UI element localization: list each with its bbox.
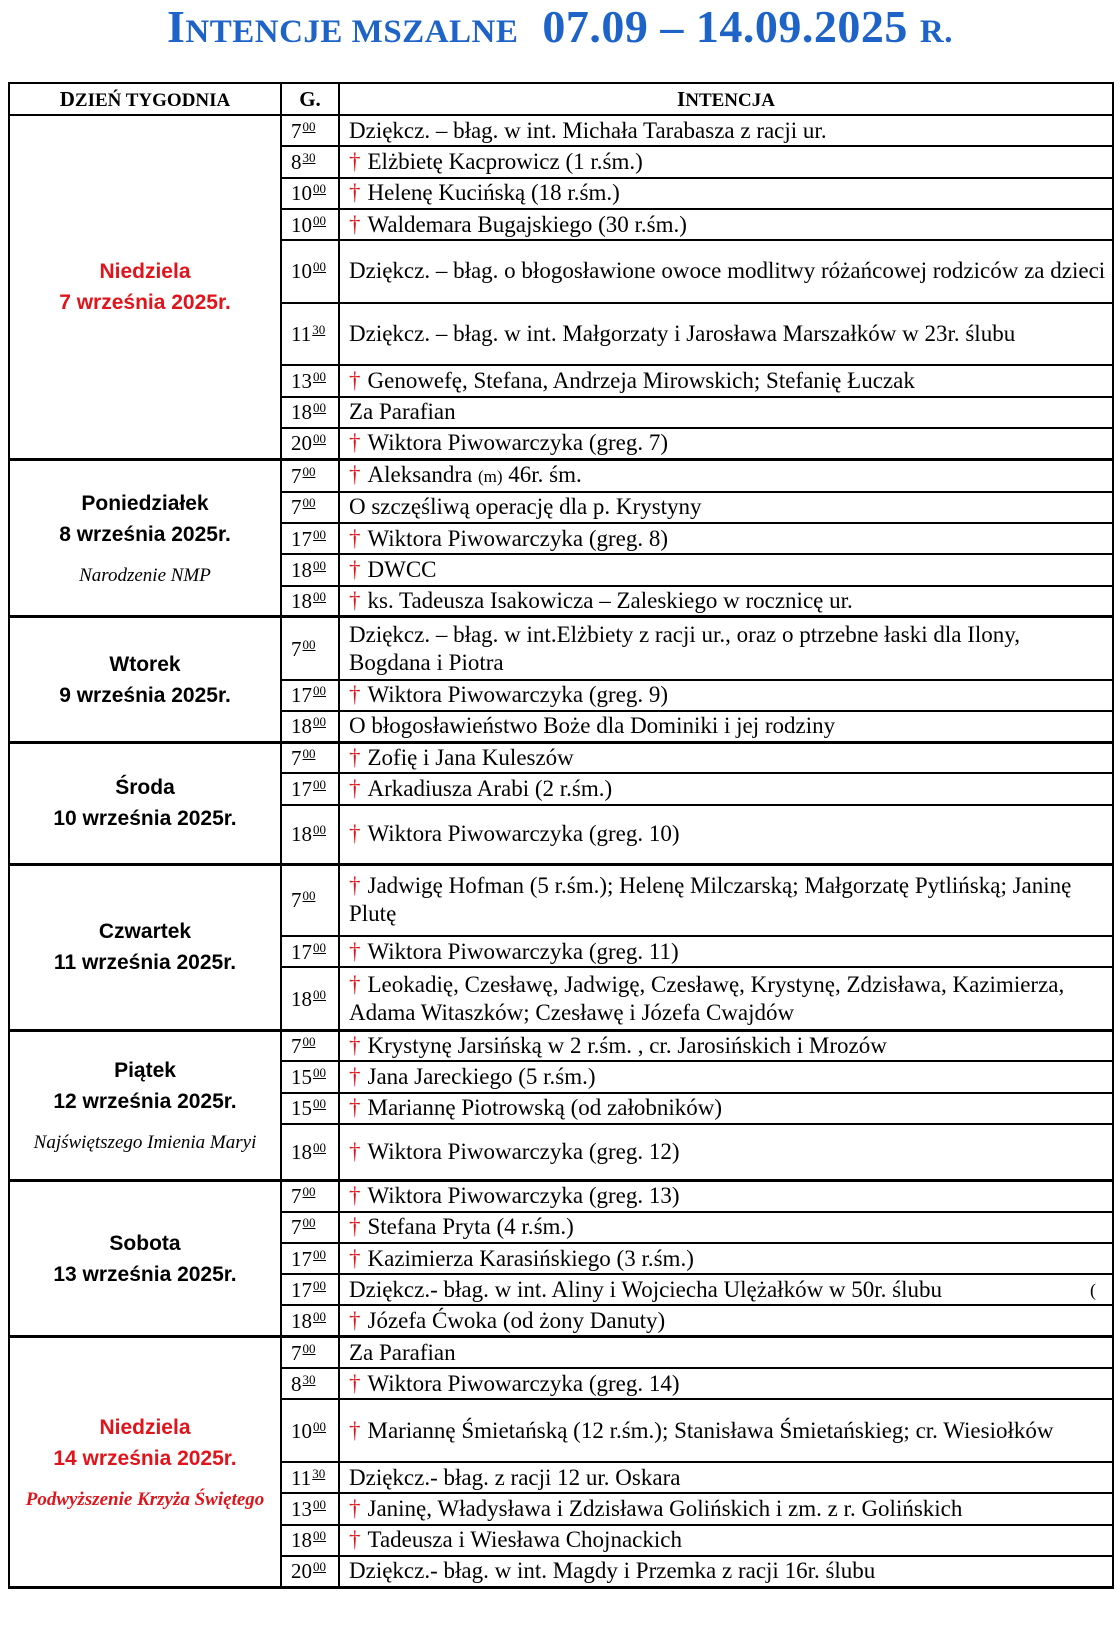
day-name: Poniedziałek [81,492,209,516]
mass-intention [339,1061,1113,1092]
mass-minutes: 00 [313,1065,326,1081]
mass-intention [339,742,1113,773]
mass-time [281,1061,339,1092]
mass-time [281,240,339,303]
mass-intention [339,365,1113,396]
mass-intention [339,459,1113,492]
day-date: 12 września 2025r. [53,1090,237,1114]
intention-text: Wiktora Piwowarczyka (greg. 9) [367,682,669,708]
day-date: 8 września 2025r. [59,523,231,547]
mass-intention [339,1525,1113,1556]
mass-intention [339,1462,1113,1493]
intention-text: Wiktora Piwowarczyka (greg. 11) [367,938,679,964]
mass-hour: 11 [291,322,312,347]
mass-time [281,1212,339,1243]
intention-text: Jadwigę Hofman (5 r.śm.); Helenę Milczarską; Małgorzatę Pytlińską; Janinę Plutę [349,873,1072,927]
intention-text: ks. Tadeusza Isakowicza – Zaleskiego w rocznicę ur. [367,588,853,614]
mass-intention [339,554,1113,585]
cross-icon: † [349,1417,361,1443]
cross-icon: † [349,180,361,206]
intention-text: Dziękcz.- błag. w int. Magdy i Przemka z racji 16r. ślubu [349,1558,876,1584]
mass-time [281,397,339,428]
day-name: Sobota [109,1231,181,1255]
mass-time [281,115,339,146]
table-row [9,1337,1113,1368]
mass-minutes: 00 [313,1559,326,1575]
intention-text: Za Parafian [349,399,456,425]
title-dates: 07.09 – 14.09.2025 [542,1,908,52]
cross-icon: † [349,1032,361,1058]
mass-hour: 18 [291,400,312,425]
intention-text: Dziękcz. – błag. o błogosławione owoce modlitwy różańcowej rodziców za dzieci [349,258,1106,284]
mass-minutes: 00 [313,986,326,1002]
day-cell [9,864,281,1030]
mass-intention [339,936,1113,967]
mass-intention [339,115,1113,146]
mass-hour: 7 [291,636,302,661]
intention-text: Mariannę Śmietańską (12 r.śm.); Stanisława Śmietańskieg; cr. Wiesiołków [367,1417,1054,1443]
intention-text: Mariannę Piotrowską (od załobników) [367,1095,723,1121]
mass-intention [339,1399,1113,1462]
day-cell [9,1337,281,1587]
cross-icon: † [349,211,361,237]
mass-hour: 17 [291,683,312,708]
mass-time [281,1030,339,1061]
mass-hour: 7 [291,1340,302,1365]
mass-hour: 8 [291,1371,302,1396]
mass-intention [339,1212,1113,1243]
day-date: 10 września 2025r. [53,807,237,831]
mass-minutes: 00 [313,589,326,605]
day-cell [9,1030,281,1180]
intention-text: Leokadię, Czesławę, Jadwigę, Czesławę, Krystynę, Zdzisława, Kazimierza, Adama Witaszków; Czesławę i Józefa Cwajdów [349,971,1065,1025]
intention-note: (m) [478,466,503,486]
mass-time [281,178,339,209]
table-row [9,1180,1113,1211]
mass-minutes: 00 [302,1033,316,1049]
intention-text: Waldemara Bugajskiego (30 r.śm.) [367,211,687,237]
intention-text: Aleksandra [367,461,473,487]
mass-time [281,209,339,240]
mass-minutes: 00 [313,1418,326,1434]
mass-intention [339,1243,1113,1274]
cross-icon: † [349,1495,361,1521]
intention-text: Dziękcz.- błag. w int. Aliny i Wojciecha Ulężałków w 50r. ślubu [349,1276,943,1302]
mass-hour: 20 [291,431,312,456]
mass-minutes: 00 [302,746,316,762]
mass-minutes: 00 [302,1215,316,1231]
mass-time [281,680,339,711]
mass-minutes: 30 [302,1371,316,1387]
cross-icon: † [349,682,361,708]
mass-intention [339,303,1113,366]
intention-text: Jana Jareckiego (5 r.śm.) [367,1064,596,1090]
mass-time [281,428,339,459]
cross-icon: † [349,430,361,456]
day-date: 9 września 2025r. [59,683,231,707]
mass-hour: 7 [291,1215,302,1240]
mass-minutes: 00 [313,1528,326,1544]
mass-time [281,773,339,804]
mass-minutes: 00 [313,1246,326,1262]
mass-minutes: 00 [313,431,326,447]
mass-hour: 11 [291,1465,312,1490]
intention-text: Wiktora Piwowarczyka (greg. 8) [367,525,669,551]
intention-text: Wiktora Piwowarczyka (greg. 14) [367,1370,680,1396]
mass-time [281,1305,339,1336]
mass-hour: 18 [291,1308,312,1333]
mass-intention [339,1305,1113,1336]
mass-time [281,1124,339,1180]
cross-icon: † [349,1064,361,1090]
mass-intention [339,1180,1113,1211]
mass-intention [339,1093,1113,1124]
mass-hour: 15 [291,1065,312,1090]
mass-intention [339,1368,1113,1399]
intention-text: Elżbietę Kacprowicz (1 r.śm.) [367,148,643,174]
cross-icon: † [349,1527,361,1553]
cross-icon: † [349,1095,361,1121]
cross-icon: † [349,873,361,899]
mass-hour: 17 [291,939,312,964]
cross-icon: † [349,1370,361,1396]
table-header-row [9,83,1113,115]
mass-hour: 7 [291,495,302,520]
mass-minutes: 00 [313,526,326,542]
cross-icon: † [349,368,361,394]
mass-minutes: 00 [302,118,316,134]
cross-icon: † [349,525,361,551]
intention-text: Dziękcz. – błag. w int.Elżbiety z racji ur., oraz o ptrzebne łaski dla Ilony, Bogdana i Piotra [349,621,1021,675]
mass-time [281,711,339,742]
mass-hour: 10 [291,212,312,237]
mass-intention [339,397,1113,428]
mass-hour: 15 [291,1096,312,1121]
day-name: Niedziela [99,1415,191,1439]
mass-minutes: 00 [313,1496,326,1512]
cross-icon: † [349,971,361,997]
mass-intention [339,178,1113,209]
intention-text: Stefana Pryta (4 r.śm.) [367,1214,574,1240]
title-suffix: R. [919,14,953,50]
mass-time [281,146,339,177]
table-row [9,1030,1113,1061]
mass-time [281,1243,339,1274]
mass-intention [339,1337,1113,1368]
mass-minutes: 00 [313,1308,326,1324]
mass-intention [339,209,1113,240]
mass-minutes: 00 [313,181,326,197]
day-date: 11 września 2025r. [53,951,237,975]
cross-icon: † [349,745,361,771]
intention-text: Dziękcz. – błag. w int. Małgorzaty i Jarosława Marszałków w 23r. ślubu [349,321,1016,347]
mass-intention [339,1493,1113,1524]
mass-time [281,303,339,366]
mass-time [281,936,339,967]
mass-minutes: 00 [313,777,326,793]
mass-time [281,1493,339,1524]
mass-minutes: 00 [302,1184,316,1200]
intention-text: Tadeusza i Wiesława Chojnackich [367,1527,682,1553]
mass-time [281,459,339,492]
intention-text: Krystynę Jarsińską w 2 r.śm. , cr. Jarosińskich i Mrozów [367,1032,887,1058]
mass-hour: 18 [291,822,312,847]
mass-intention [339,711,1113,742]
mass-minutes: 00 [302,636,316,652]
mass-intentions-table [8,82,1114,1589]
mass-hour: 18 [291,558,312,582]
mass-minutes: 00 [313,400,326,416]
day-name: Środa [115,776,175,800]
mass-minutes: 00 [313,714,326,730]
intention-text: Wiktora Piwowarczyka (greg. 10) [367,821,680,847]
cross-icon: † [349,461,361,487]
mass-minutes: 30 [312,322,326,338]
intention-text: Wiktora Piwowarczyka (greg. 13) [367,1183,680,1209]
mass-time [281,1368,339,1399]
mass-intention [339,967,1113,1030]
mass-time [281,1337,339,1368]
cross-icon: † [349,148,361,174]
cross-icon: † [349,776,361,802]
intention-text: DWCC [367,557,437,582]
mass-hour: 17 [291,777,312,802]
mass-time [281,742,339,773]
day-feast: Narodzenie NMP [79,565,211,587]
mass-minutes: 00 [313,558,326,573]
mass-minutes: 00 [313,822,326,838]
mass-time [281,967,339,1030]
mass-time [281,1525,339,1556]
mass-intention [339,1124,1113,1180]
day-cell [9,742,281,864]
day-name: Niedziela [99,259,191,283]
mass-hour: 7 [291,1184,302,1209]
mass-intention [339,1274,1113,1305]
mass-time [281,1399,339,1462]
table-row [9,459,1113,492]
intention-text: Arkadiusza Arabi (2 r.śm.) [367,776,613,802]
mass-time [281,805,339,864]
mass-minutes: 00 [313,259,326,275]
mass-intention [339,680,1113,711]
mass-minutes: 00 [313,683,326,699]
mass-hour: 20 [291,1559,312,1584]
mass-hour: 18 [291,1528,312,1553]
intention-text-after: 46r. śm. [502,461,582,487]
mass-minutes: 00 [302,1340,316,1356]
day-feast: Najświętszego Imienia Maryi [33,1132,257,1154]
mass-time [281,586,339,617]
header-hour: G. [281,83,339,115]
mass-hour: 18 [291,1139,312,1164]
mass-hour: 13 [291,1496,312,1521]
mass-intention [339,773,1113,804]
mass-intention [339,1556,1113,1587]
mass-intention [339,864,1113,936]
mass-minutes: 00 [302,495,316,511]
mass-intention [339,586,1113,617]
mass-hour: 18 [291,986,312,1011]
mass-hour: 17 [291,1277,312,1302]
cross-icon: † [349,1307,361,1333]
table-row [9,617,1113,680]
intention-text: Zofię i Jana Kuleszów [367,745,574,771]
title-first-letter: I [167,1,186,52]
mass-hour: 17 [291,526,312,551]
mass-hour: 17 [291,1246,312,1271]
mass-minutes: 30 [302,149,316,165]
mass-intention [339,428,1113,459]
mass-minutes: 00 [313,369,326,385]
mass-minutes: 00 [313,939,326,955]
cross-icon: † [349,1138,361,1164]
intention-text: O szczęśliwą operację dla p. Krystyny [349,494,702,520]
mass-hour: 10 [291,181,312,206]
mass-time [281,864,339,936]
mass-intention [339,617,1113,680]
mass-time [281,1556,339,1587]
page-title [0,2,1120,57]
day-feast: Podwyższenie Krzyża Świętego [25,1488,265,1510]
intention-text: Dziękcz. – błag. w int. Michała Tarabasza z racji ur. [349,117,827,143]
mass-time [281,1274,339,1305]
day-date: 14 września 2025r. [53,1446,237,1470]
mass-minutes: 00 [313,1096,326,1112]
mass-hour: 7 [291,118,302,143]
intention-trail: ( [1090,1279,1096,1300]
cross-icon: † [349,588,361,614]
intention-text: Za Parafian [349,1339,456,1365]
mass-time [281,554,339,585]
day-name: Czwartek [98,920,192,944]
mass-intention [339,146,1113,177]
mass-time [281,1462,339,1493]
day-cell [9,1180,281,1336]
intention-text: Helenę Kucińską (18 r.śm.) [367,180,620,206]
cross-icon: † [349,821,361,847]
intention-text: Wiktora Piwowarczyka (greg. 12) [367,1138,680,1164]
day-cell [9,459,281,617]
mass-time [281,523,339,554]
day-cell [9,115,281,459]
table-row [9,864,1113,936]
intention-text: Wiktora Piwowarczyka (greg. 7) [367,430,669,456]
cross-icon: † [349,1183,361,1209]
mass-time [281,492,339,523]
mass-hour: 7 [291,746,302,771]
mass-hour: 7 [291,463,302,488]
mass-intention [339,240,1113,303]
day-cell [9,617,281,742]
mass-intention [339,1030,1113,1061]
cross-icon: † [349,1245,361,1271]
header-intent: INTENCJA [339,83,1113,115]
day-name: Wtorek [109,652,181,676]
day-name: Piątek [114,1059,176,1083]
table-body [9,115,1113,1587]
mass-intention [339,523,1113,554]
cross-icon: † [349,557,361,582]
mass-minutes: 30 [312,1465,326,1481]
mass-intention [339,805,1113,864]
intention-text: Janinę, Władysława i Zdzisława Golińskich i zm. z r. Golińskich [367,1495,963,1521]
mass-minutes: 00 [302,463,316,479]
table-row [9,115,1113,146]
mass-hour: 7 [291,888,302,913]
mass-hour: 18 [291,589,312,614]
mass-hour: 10 [291,1418,312,1443]
intention-text: O błogosławieństwo Boże dla Dominiki i jej rodziny [349,713,836,739]
cross-icon: † [349,938,361,964]
intention-text: Dziękcz.- błag. z racji 12 ur. Oskara [349,1464,681,1490]
mass-minutes: 00 [313,212,326,228]
mass-intention [339,492,1113,523]
intention-text: Józefa Ćwoka (od żony Danuty) [367,1307,666,1333]
cross-icon: † [349,1214,361,1240]
mass-time [281,1093,339,1124]
intention-text: Kazimierza Karasińskiego (3 r.śm.) [367,1245,694,1271]
day-date: 13 września 2025r. [53,1262,237,1286]
mass-time [281,617,339,680]
header-day: DZIEŃ TYGODNIA [9,83,281,115]
table-row [9,742,1113,773]
mass-minutes: 00 [302,888,316,904]
mass-hour: 7 [291,1033,302,1058]
day-date: 7 września 2025r. [59,290,231,314]
mass-minutes: 00 [313,1139,326,1155]
mass-hour: 18 [291,714,312,739]
mass-time [281,1180,339,1211]
mass-hour: 13 [291,369,312,394]
intention-text: Genowefę, Stefana, Andrzeja Mirowskich; Stefanię Łuczak [367,368,915,394]
mass-minutes: 00 [313,1277,326,1293]
mass-hour: 10 [291,259,312,284]
mass-time [281,365,339,396]
title-rest: NTENCJE MSZALNE [185,14,519,50]
mass-hour: 8 [291,149,302,174]
